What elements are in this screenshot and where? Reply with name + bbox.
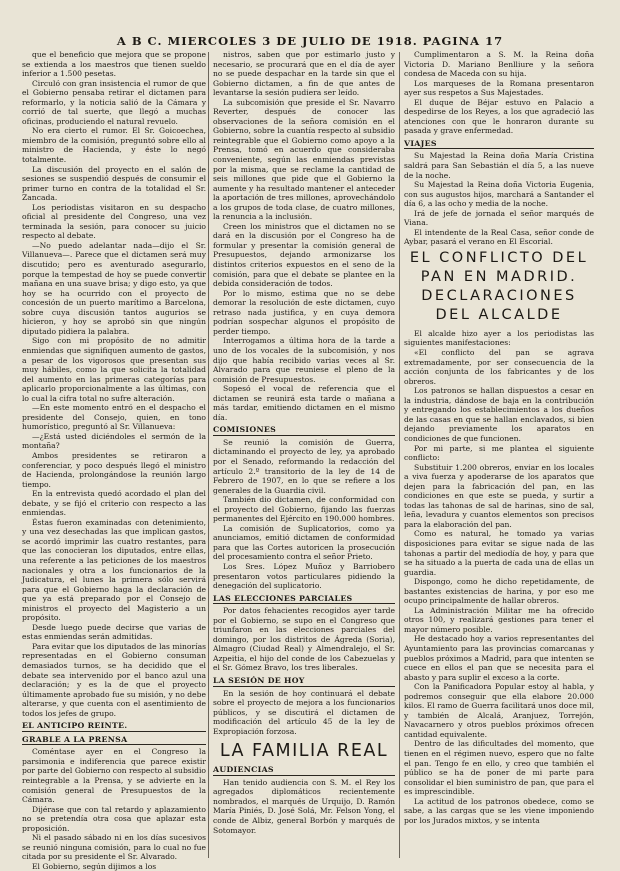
- article-paragraph: Dispongo, como he dicho repetidamente, de bastantes existencias de harina, y por eso me ocupo principalmente de hallar obreros.: [404, 577, 594, 606]
- article-paragraph: Irá de jefe de jornada el señor marqués de Viana.: [404, 208, 594, 228]
- article-paragraph: Dentro de las dificultades del momento, que tienen en el régimen nuevo, espero que no falte el pan. Tengo fe en ello, y creo que también el público se ha de poner de mi parte para consolidar el bien suministro de pan, que para el es imprescindible.: [404, 739, 594, 797]
- article-paragraph: La discusión del proyecto en el salón de sesiones se suspendió después de consumir el primer turno en contra de la totalidad el Sr. Zancada.: [22, 164, 206, 203]
- article-paragraph: Los patronos se hallan dispuestos a cesar en la industria, dándose de baja en la contribución y entregando los establecimientos a los dueños de las casas en que se hallan enclavados, si bien dejando previamente los aparatos en condiciones de que funcionen.: [404, 386, 594, 443]
- article-paragraph: Por datos fehacientes recogidos ayer tarde por el Gobierno, se supo en el Congreso que triunfaron en las elecciones parciales del domingo, por los distritos de Ágreda (Soria), Almagro (Ciudad Real) y Almendralejo, el Sr. Azpeitia, el hijo del conde de los Cabezuelas y el Sr. Gómez Bravo, los tres liberales.: [213, 606, 395, 673]
- article-paragraph: —No puedo adelantar nada—dijo el Sr. Villanueva—. Parece que el dictamen será muy discutido; pero es aventurado asegurarlo, porque la tempestad de hoy se puede convertir mañana en una suave brisa; y digo esto, ya que hoy se ha ocurrido con el proyecto de concesión de un puerto marítimo a Barcelona, sobre cuya discusión tantos augurios se hicieron, y hoy se aprobó sin que ningún diputado pidiera la palabra.: [22, 240, 206, 336]
- section-heading: EL ANTICIPO REINTE.: [22, 721, 206, 732]
- section-heading: LA SESIÓN DE HOY: [213, 676, 395, 687]
- article-paragraph: Han tenido audiencia con S. M. el Rey los agregados diplomáticos recientemente nombrados, el marqués de Urquijo, D. Ramón María Piniés, D. José Solá, Mr. Felson Yong, el conde de Albiz, general Borbón y marqués de Sotomayor.: [213, 777, 395, 835]
- article-paragraph: En la sesión de hoy continuará el debate sobre el proyecto de mejora a los funcionarios públicos, y se discutirá el dictamen de modificación del artículo 45 de la ley de Expropiación forzosa.: [213, 688, 395, 736]
- article-paragraph: También dio dictamen, de conformidad con el proyecto del Gobierno, fijando las fuerzas permanentes del Ejército en 190.000 hombres.: [213, 495, 395, 524]
- article-paragraph: Creen los ministros que el dictamen no se dará en la discusión por el Congreso ha de formular y presentar la comisión general de Presupuestos, dejando armonizarse los distintos criterios expuestos en el seno de la comisión, para que el debate se plantee en la debida consideración de todos.: [213, 221, 395, 289]
- article-paragraph: El duque de Béjar estuvo en Palacio a despedirse de los Reyes, a los que agradeció las atenciones con que le honraron durante su pasada y grave enfermedad.: [404, 97, 594, 136]
- article-paragraph: Interrogamos a última hora de la tarde a uno de los vocales de la subcomisión, y nos dijo que había recibido varias veces al Sr. Alvarado para que reuniese el pleno de la comisión de Presupuestos.: [213, 336, 395, 384]
- article-paragraph: Por lo mismo, estima que no se debe demorar la resolución de este dictamen, cuyo retraso nada justifica, y en cuya demora podrían sospechar algunos el propósito de perder tiempo.: [213, 288, 395, 336]
- article-paragraph: Se reunió la comisión de Guerra, dictaminando el proyecto de ley, ya aprobado por el Senado, reformando la redacción del artículo 2.º transitorio de la ley de 14 de Febrero de 1907, en lo que se refiere a los generales de la Guardia civil.: [213, 437, 395, 495]
- article-paragraph: Su Majestad la Reina doña María Cristina saldrá para San Sebastián el día 5, a las nueve de la noche.: [404, 151, 594, 180]
- column-rule: [208, 52, 209, 858]
- article-paragraph: Coméntase ayer en el Congreso la parsimonia e indiferencia que parece existir por parte del Gobierno con respecto al subsidio reintegrable a la Prensa, y se advierte en la comisión general de Presupuestos de la Cámara.: [22, 747, 206, 805]
- column-rule: [399, 52, 400, 858]
- column-2: [213, 50, 395, 862]
- section-heading: COMISIONES: [213, 425, 395, 436]
- section-heading: AUDIENCIAS: [213, 765, 395, 776]
- article-paragraph: Para evitar que los diputados de las minorías representadas en el Gobierno consuman demasiados turnos, se ha decidido que el debate sea intervenido por el banco azul una declaración; y es la de que el proyecto últimamente aprobado fue su misión, y no debe alterarse, y que cuenta con el asentimiento de todos los jefes de grupo.: [22, 641, 206, 718]
- article-paragraph: Circuló con gran insistencia el rumor de que el Gobierno pensaba retirar el dictamen para reformarlo, y la noticia salió de la Cámara y corrió de tal suerte, que llegó a muchas oficinas, produciendo el natural revuelo.: [22, 78, 206, 126]
- article-paragraph: Por mi parte, si me plantea el siguiente conflicto:: [404, 443, 594, 463]
- article-paragraph: Desde luego puede decirse que varias de estas enmiendas serán admitidas.: [22, 622, 206, 642]
- article-paragraph: Los Sres. López Muñoz y Barriobero presentaron votos particulares pidiendo la denegación del suplicatorio.: [213, 561, 395, 591]
- column-3: [404, 50, 594, 862]
- article-paragraph: La subcomisión que preside el Sr. Navarro Reverter, después de conocer las observaciones de la señora comisión en el Gobierno, sobre la cuantía respecto al subsidio reintegrable que el Gobierno como apoyo a la Prensa, tomó en acuerdo que consideraba conveniente, según las enmiendas previstas por la misma, que se reclame la cantidad de seis millones que pide que el Gobierno la aumente y ha resultado mantener el anteceder la aportación de tres millones, aprovechándolo a los grupos de toda clase, de cuatro millones, la renuncia a la inclusión.: [213, 97, 395, 222]
- article-paragraph: nistros, saben que por estimarlo justo y necesario, se procurará que en el día de ayer no se puede despachar en la tarde sin que el Gobierno dictamen, a fin de que antes de levantarse la sesión pudiera ser leído.: [213, 50, 395, 98]
- article-paragraph: Éstas fueron examinadas con detenimiento, y una vez desechadas las que implican gastos, se acordó imprimir las cuatro restantes, para que las conocieran los diputados, entre ellas, una referente a las peticiones de los maestros nacionales y otra a los funcionarios de la Judicatura, el lunes la primera sólo servirá para que el Gobierno haga la declaración de que ya está preparado por el Consejo de ministros el proyecto del Magisterio a un propósito.: [22, 517, 206, 623]
- article-paragraph: La actitud de los patronos obedece, como se sabe, a las cargas que se les viene imponiendo por los Jurados mixtos, y se intenta: [404, 796, 594, 825]
- page-header: A B C. MIERCOLES 3 DE JULIO DE 1918. PAGINA 17: [116, 34, 504, 48]
- headline: LA FAMILIA REAL: [219, 741, 389, 762]
- article-paragraph: Los periodistas visitaron en su despacho oficial al presidente del Congreso, una vez terminada la sesión, para conocer su juicio respecto al debate.: [22, 202, 206, 241]
- article-paragraph: —En este momento entró en el despacho el presidente del Consejo, quien, en tono humorístico, preguntó al Sr. Villanueva:: [22, 403, 206, 432]
- article-paragraph: Como es natural, he tomado ya varias disposiciones para evitar se sigue nada de las tahonas a partir del mediodía de hoy, y para que se ha situado a la puerta de cada una de ellas un guardia.: [404, 529, 594, 577]
- article-paragraph: He destacado hoy a varios representantes del Ayuntamiento para las provincias comarcanas y pueblos próximos a Madrid, para que intenten se cuece en ellos el pan que se necesita para el abasto y para suplir el exceso a la corte.: [404, 634, 594, 682]
- section-heading: LAS ELECCIONES PARCIALES: [213, 594, 395, 605]
- article-paragraph: «El conflicto del pan se agrava extremadamente, por ser consecuencia de la acción conjunta de los fabricantes y de los obreros.: [404, 348, 594, 386]
- column-1: [22, 50, 206, 871]
- article-paragraph: Substituir 1.200 obreros, enviar en los locales a viva fuerza y apoderarse de los aparatos que dejen para la fabricación del pan, en las condiciones en que este se pueda, y surtir a todas las tahonas de sal de harinas, sino de sal, leña, levadura y cuantos elementos son precisos para la elaboración del pan.: [404, 462, 594, 529]
- article-paragraph: Ambos presidentes se retiraron a conferenciar, y poco después llegó el ministro de Hacienda, prolongándose la reunión largo tiempo.: [22, 450, 206, 489]
- article-paragraph: Con la Panificadora Popular estoy al habla, y podremos conseguir que ella elabore 20.000 kilos. El ramo de Guerra facilitará unos doce mil, y también de Alcalá, Aranjuez, Torrejón, Navacarnero y otros pueblos próximos ofrecen cantidad equivalente.: [404, 682, 594, 739]
- article-paragraph: El intendente de la Real Casa, señor conde de Aybar, pasará el verano en El Escorial.: [404, 227, 594, 247]
- section-heading: VIAJES: [404, 139, 594, 150]
- article-paragraph: No era cierto el rumor. El Sr. Goicoechea, miembro de la comisión, preguntó sobre ello al ministro de Hacienda, y éste lo negó totalmente.: [22, 126, 206, 165]
- article-paragraph: El Gobierno, según dijimos a los: [32, 861, 157, 871]
- article-paragraph: que el beneficio que mejora que se propone se extienda a los maestros que tienen sueldo inferior a 1.500 pesetas.: [22, 50, 206, 79]
- headline: EL CONFLICTO DEL PAN EN MADRID. DECLARACIONES DEL ALCALDE: [409, 249, 589, 323]
- article-paragraph: El alcalde hizo ayer a los periodistas las siguientes manifestaciones:: [404, 328, 594, 348]
- article-paragraph: Su Majestad la Reina doña Victoria Eugenia, con sus augustos hijos, marchará a Santander el día 6, a las ocho y media de la noche.: [404, 180, 594, 209]
- article-paragraph: Sigo con mi propósito de no admitir enmiendas que signifiquen aumento de gastos, a pesar de los vigorosos que presentan sus muy hábiles, como la que solicita la totalidad del aumento en las primeras categorías para aplicarlo proporcionalmente a las últimas, con lo cual la cifra total no sufre alteración.: [22, 336, 206, 403]
- article-paragraph: La Administración Militar me ha ofrecido otros 100, y realizará gestiones para tener el mayor número posible.: [404, 605, 594, 634]
- article-paragraph: Sopesó el vocal de referencia que el dictamen se reunirá esta tarde o mañana a más tardar, emitiendo dictamen en el mismo día.: [213, 384, 395, 422]
- article-paragraph: En la entrevista quedó acordado el plan del debate, y se fijó el criterio con respecto a las enmiendas.: [22, 489, 206, 518]
- article-paragraph: Dijérase que con tal retardo y aplazamiento no se pretendía otra cosa que aplazar esta proposición.: [22, 804, 206, 833]
- article-paragraph: Cumplimentaron a S. M. la Reina doña Victoria D. Mariano Benlliure y la señora condesa de Maceda con su hija.: [404, 50, 594, 79]
- article-paragraph: Los marqueses de la Romana presentaron ayer sus respetos a Sus Majestades.: [404, 78, 594, 98]
- section-heading: GRABLE A LA PRENSA: [22, 735, 206, 746]
- article-paragraph: La comisión de Suplicatorios, como ya anunciamos, emitió dictamen de conformidad para que las Cortes autoricen la prosecución del procesamiento contra el señor Prieto.: [213, 523, 395, 562]
- article-paragraph: Ni el pasado sábado ni en los días sucesivos se reunió ninguna comisión, para lo cual no fue citada por su presidente el Sr. Alvarado.: [22, 833, 206, 862]
- article-paragraph: —¿Está usted diciéndoles el sermón de la montaña?: [22, 431, 206, 451]
